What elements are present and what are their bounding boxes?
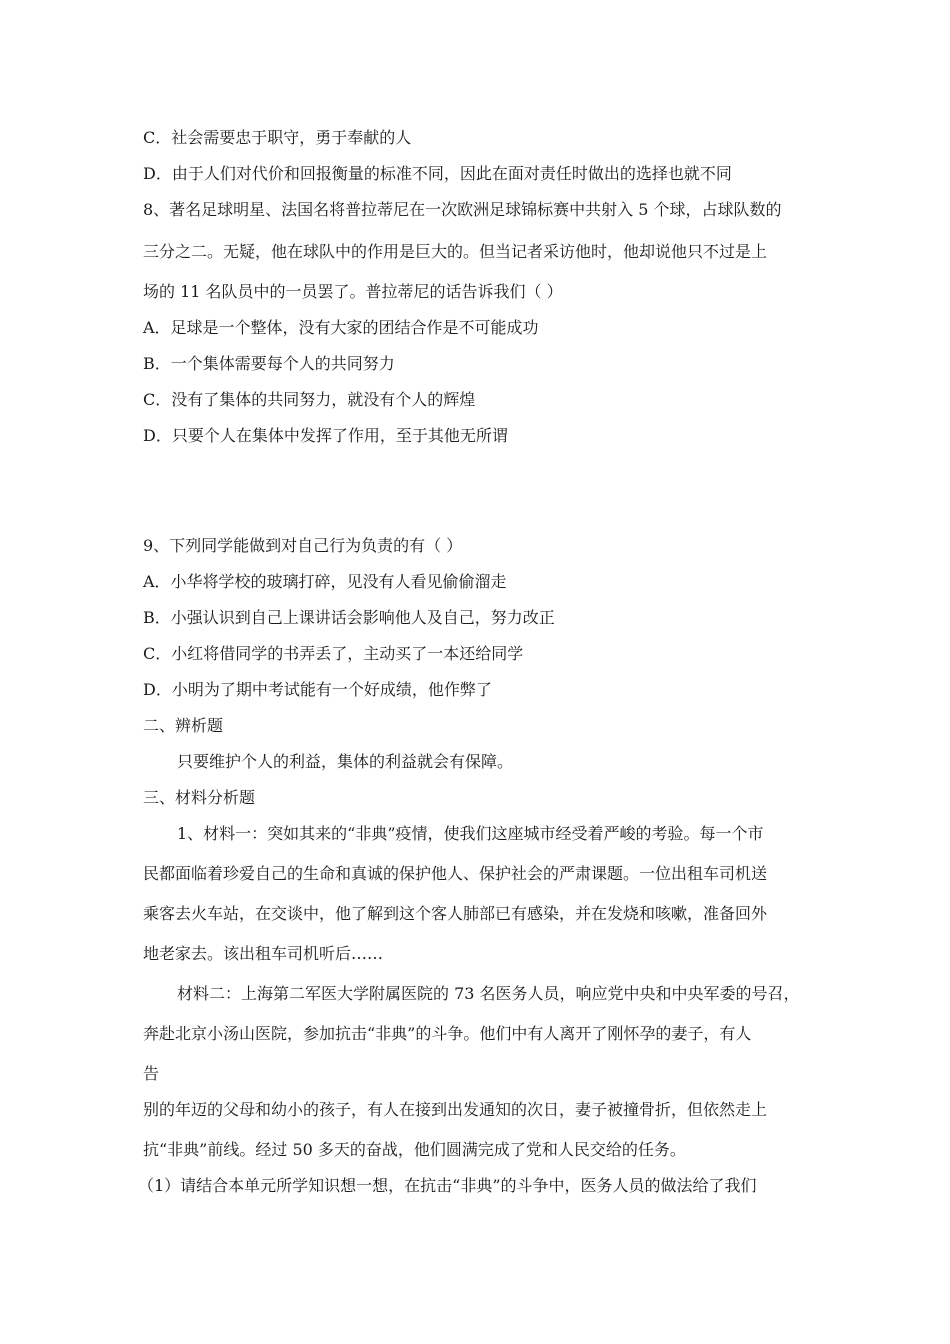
q9-option-c: C．小红将借同学的书弄丢了，主动买了一本还给同学 (143, 644, 524, 663)
q8-stem-line-1: 8、著名足球明星、法国名将普拉蒂尼在一次欧洲足球锦标赛中共射入 5 个球，占球队数的 (143, 200, 782, 219)
q9-option-b: B．小强认识到自己上课讲话会影响他人及自己，努力改正 (143, 608, 555, 627)
q8-option-c: C．没有了集体的共同努力，就没有个人的辉煌 (143, 390, 476, 409)
material-2-line-2: 奔赴北京小汤山医院，参加抗击“非典”的斗争。他们中有人离开了刚怀孕的妻子，有人 (143, 1024, 752, 1043)
material-1-line-4: 地老家去。该出租车司机听后…… (143, 944, 384, 963)
material-1-line-3: 乘客去火车站，在交谈中，他了解到这个客人肺部已有感染，并在发烧和咳嗽，准备回外 (143, 904, 768, 923)
question-1: （1）请结合本单元所学知识想一想，在抗击“非典”的斗争中，医务人员的做法给了我们 (138, 1176, 757, 1195)
q7-option-c: C．社会需要忠于职守，勇于奉献的人 (143, 128, 412, 147)
material-2-line-3: 告 (143, 1064, 160, 1083)
section-2-statement: 只要维护个人的利益，集体的利益就会有保障。 (177, 752, 514, 771)
section-2-heading: 二、辨析题 (143, 716, 224, 735)
q9-stem: 9、下列同学能做到对自己行为负责的有（ ） (143, 536, 463, 555)
material-2-line-1: 材料二：上海第二军医大学附属医院的 73 名医务人员，响应党中央和中央军委的号召， (177, 984, 800, 1003)
q8-option-a: A．足球是一个整体，没有大家的团结合作是不可能成功 (143, 318, 539, 337)
q8-option-b: B．一个集体需要每个人的共同努力 (143, 354, 395, 373)
q9-option-a: A．小华将学校的玻璃打碎，见没有人看见偷偷溜走 (143, 572, 507, 591)
material-1-line-2: 民都面临着珍爱自己的生命和真诚的保护他人、保护社会的严肃课题。一位出租车司机送 (143, 864, 768, 883)
material-1-line-1: 1、材料一：突如其来的“非典”疫情，使我们这座城市经受着严峻的考验。每一个市 (177, 824, 764, 843)
q9-option-d: D．小明为了期中考试能有一个好成绩，他作弊了 (143, 680, 492, 699)
section-3-heading: 三、材料分析题 (143, 788, 256, 807)
q8-stem-line-2: 三分之二。无疑，他在球队中的作用是巨大的。但当记者采访他时，他却说他只不过是上 (143, 242, 768, 261)
material-2-line-5: 抗“非典”前线。经过 50 多天的奋战，他们圆满完成了党和人民交给的任务。 (143, 1140, 686, 1159)
q8-option-d: D．只要个人在集体中发挥了作用，至于其他无所谓 (143, 426, 508, 445)
q7-option-d: D．由于人们对代价和回报衡量的标准不同，因此在面对责任时做出的选择也就不同 (143, 164, 732, 183)
material-2-line-4: 别的年迈的父母和幼小的孩子，有人在接到出发通知的次日，妻子被撞骨折，但依然走上 (143, 1100, 768, 1119)
q8-stem-line-3: 场的 11 名队员中的一员罢了。普拉蒂尼的话告诉我们（ ） (143, 282, 563, 301)
